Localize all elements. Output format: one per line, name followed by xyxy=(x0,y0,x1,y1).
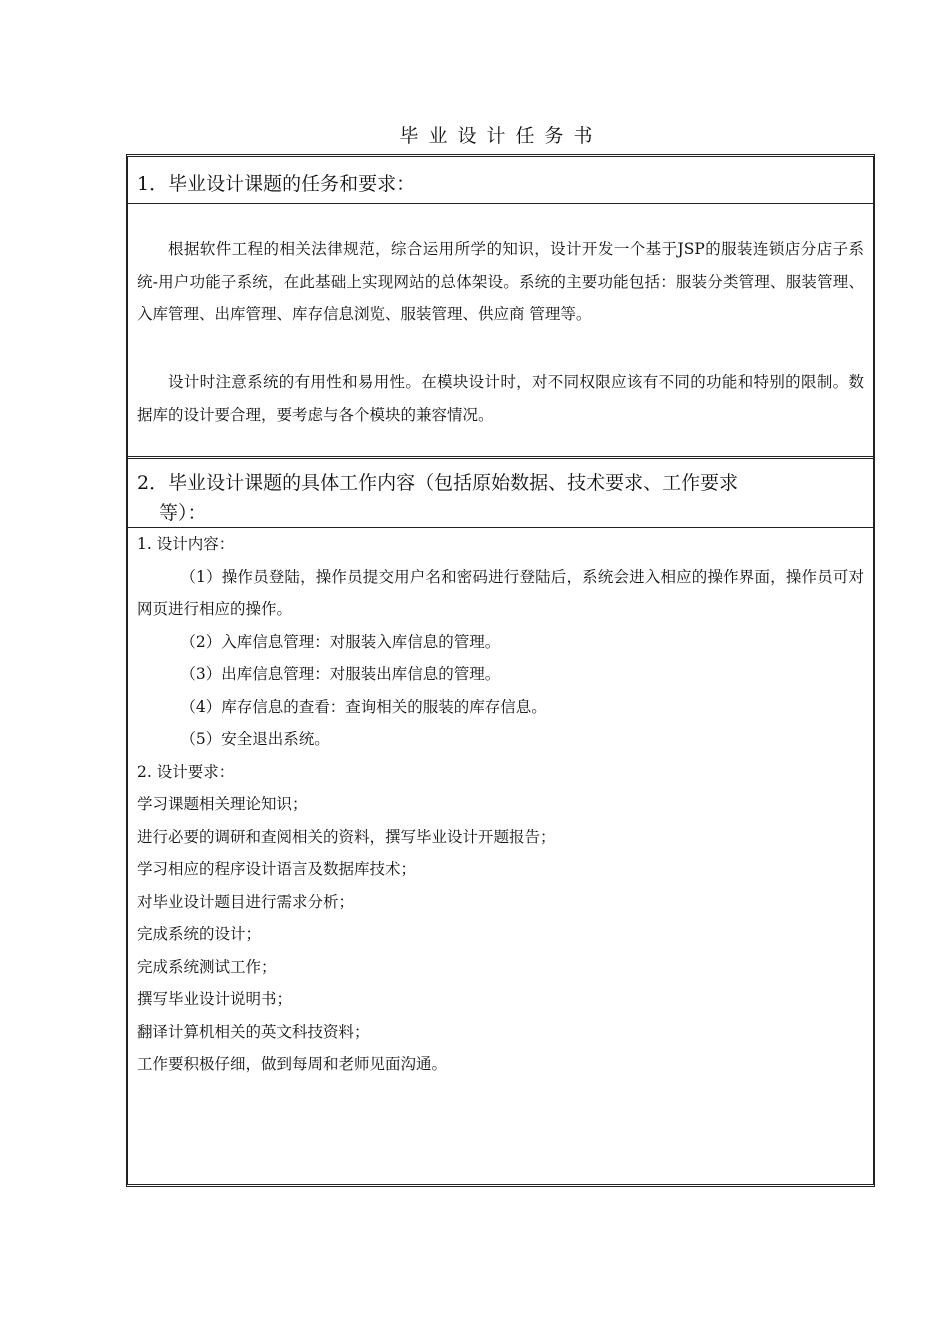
content-item: （3）出库信息管理：对服装出库信息的管理。 xyxy=(180,665,501,683)
requirement-item: 进行必要的调研和查阅相关的资料，撰写毕业设计开题报告； xyxy=(137,827,556,846)
section-divider xyxy=(128,456,873,459)
section2-content xyxy=(137,528,864,1081)
requirement-item: 完成系统测试工作； xyxy=(137,957,277,976)
content-label: 1. 设计内容： xyxy=(137,535,235,553)
task-table xyxy=(126,154,875,1187)
section1-paragraph: 设计时注意系统的有用性和易用性。在模块设计时，对不同权限应该有不同的功能和特别的限制。数据库的设计要合理，要考虑与各个模块的兼容情况。 xyxy=(137,373,864,424)
requirement-item: 工作要积极仔细，做到每周和老师见面沟通。 xyxy=(137,1055,448,1073)
document-title: 毕业设计任务书 xyxy=(399,125,603,147)
requirements-label: 2. 设计要求： xyxy=(137,762,235,781)
requirement-item: 撰写毕业设计说明书； xyxy=(137,990,293,1008)
content-item: （5）安全退出系统。 xyxy=(180,730,330,748)
divider xyxy=(128,203,873,204)
section2-heading-line2: 等）： xyxy=(159,502,207,524)
requirement-item: 学习相应的程序设计语言及数据库技术； xyxy=(137,860,417,878)
requirement-item: 翻译计算机相关的英文科技资料； xyxy=(137,1022,370,1041)
content-item: （4）库存信息的查看：查询相关的服装的库存信息。 xyxy=(180,697,547,716)
section1-heading: 1．毕业设计课题的任务和要求： xyxy=(137,173,416,195)
section2-heading-line1: 2．毕业设计课题的具体工作内容（包括原始数据、技术要求、工作要求 xyxy=(137,472,739,494)
requirement-item: 对毕业设计题目进行需求分析； xyxy=(137,892,355,911)
section2-heading xyxy=(137,468,865,528)
requirement-item: 学习课题相关理论知识； xyxy=(137,795,308,813)
section1-paragraph: 根据软件工程的相关法律规范，综合运用所学的知识，设计开发一个基于JSP的服装连锁店分店子系统-用户功能子系统，在此基础上实现网站的总体架设。系统的主要功能包括：服装分类管理、服装管理、入库管理、出库管理、库存信息浏览、服装管理、供应商 管理等。 xyxy=(137,240,864,323)
content-item: （2）入库信息管理：对服装入库信息的管理。 xyxy=(180,632,501,651)
requirement-item: 完成系统的设计； xyxy=(137,925,262,943)
content-item: （1）操作员登陆，操作员提交用户名和密码进行登陆后，系统会进入相应的操作界面，操作员可对网页进行相应的操作。 xyxy=(137,567,864,618)
